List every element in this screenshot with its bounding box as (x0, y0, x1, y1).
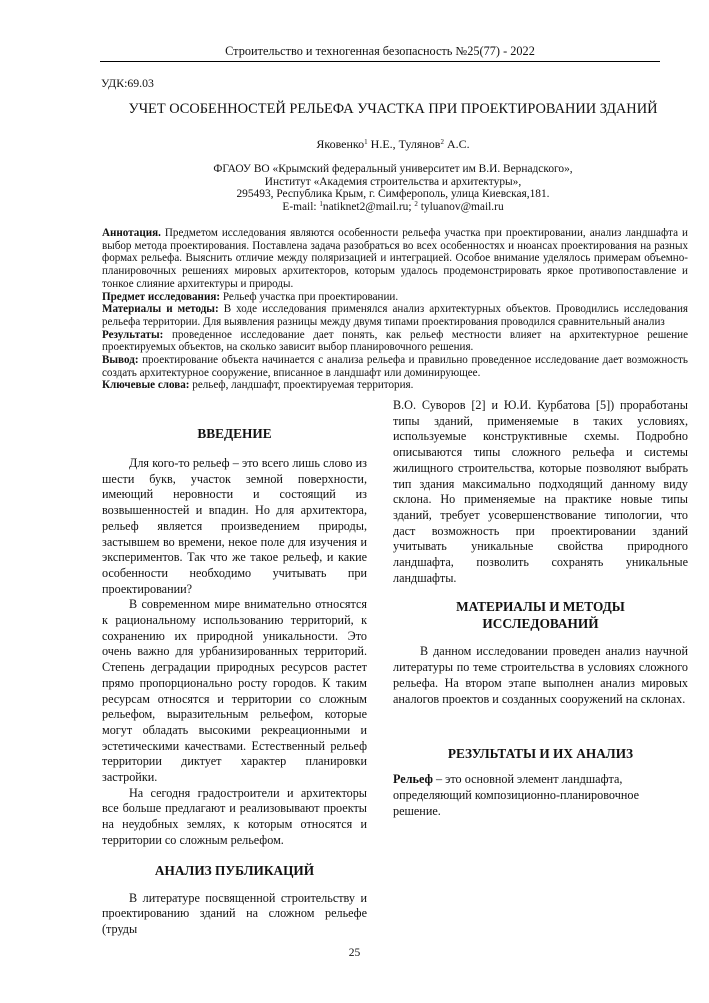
author-1-initials: Н.Е., (367, 137, 399, 151)
email-2-mark: 2 (414, 199, 418, 208)
methods-heading-line-1: МАТЕРИАЛЫ И МЕТОДЫ (456, 599, 625, 615)
affiliation-line-1: ФГАОУ ВО «Крымский федеральный университет им В.И. Вернадского», (213, 163, 573, 175)
conclusion-label: Вывод: (102, 354, 139, 367)
abstract-results (102, 329, 688, 354)
spacer (102, 879, 367, 891)
affiliation-line-2: Институт «Академия строительства и архитектуры», (264, 175, 522, 188)
results-label: Результаты: (102, 328, 164, 341)
spacer (393, 762, 688, 772)
methods-heading-line-2: ИССЛЕДОВАНИЙ (482, 616, 599, 632)
right-column (393, 398, 688, 819)
intro-paragraph-2: В современном мире внимательно относятся к рациональному использованию территорий, к сохранению их природной уникальности. Это очень важно для урбанизированных территорий. Степень деградации природных ресурсов растет прямо пропорционально росту городов. К таким ресурсам относятся и территории со сложным рельефом, выразительным рельефом, которые могут обладать высокими рекреационными и эстетическими качествами. Естественный рельеф территории диктует характер планировки застройки. (102, 597, 367, 785)
methods-text: В ходе исследования применялся анализ архитектурных объектов. Проводились исследования рельефа территории. Для выявления разницы между двумя типами проектирования проводился сравнительный анализ (102, 303, 688, 328)
author-1-affil-mark: 1 (364, 138, 368, 146)
section-heading-methods (393, 598, 688, 632)
results-term: Рельеф (393, 772, 433, 787)
email-2-link[interactable]: tyluanov@mail.ru (417, 200, 504, 213)
email-1-link[interactable]: natiknet2@mail.ru; (322, 200, 415, 213)
subject-text: Рельеф участка при проектировании. (220, 290, 399, 303)
affiliation-emails (100, 201, 686, 214)
header-rule (100, 61, 660, 62)
results-paragraph-1 (393, 772, 688, 819)
abstract-block (102, 227, 688, 392)
page-number: 25 (348, 947, 361, 959)
abstract-subject (102, 291, 688, 304)
article-title: УЧЕТ ОСОБЕННОСТЕЙ РЕЛЬЕФА УЧАСТКА ПРИ ПРОЕКТИРОВАНИИ ЗДАНИЙ (128, 101, 658, 117)
running-head: Строительство и техногенная безопасность №25(77) - 2022 (225, 44, 535, 58)
intro-paragraph-3: На сегодня градостроители и архитекторы все больше предлагают и реализовывают проекты на неудобных землях, к которым относятся и территории со сложным рельефом. (102, 785, 367, 847)
spacer (102, 442, 367, 456)
section-heading-introduction: ВВЕДЕНИЕ (197, 426, 272, 441)
abstract-conclusion (102, 354, 688, 379)
annotation-text: Предметом исследования являются особенности рельефа участка при проектировании, анализ ландшафта и выбор метода проектирования. Поставлена задача разобраться во всех особенностях и нюансах проектирования на разных формах рельефа. Выяснить отличие между поляризацией и интеграцией. Особое внимание уделялось примерам объемно-планировочных решениях мировых архитекторов, которым удалось продемонстрировать яркое противопоставление и тонкое слияние архитектуры и природы. (102, 227, 688, 290)
section-heading-results: РЕЗУЛЬТАТЫ И ИХ АНАЛИЗ (447, 746, 634, 762)
email-1-mark: 1 (319, 199, 323, 208)
udk-code: УДК:69.03 (101, 76, 154, 90)
spacer (393, 632, 688, 644)
methods-paragraph-1: В данном исследовании проведен анализ научной литературы по теме строительства в условиях сложного рельефа. На втором этапе выполнен анализ мировых аналогов проектов и созданных сооружений на склонах. (393, 644, 688, 706)
results-text: проведенное исследование дает понять, как рельеф местности влияет на архитектурное решение проектируемых объектов, на сколько зависит выбор планировочного решения. (102, 328, 688, 354)
keywords-label: Ключевые слова: (102, 379, 190, 392)
spacer (102, 849, 367, 862)
spacer (393, 586, 688, 598)
author-1-name: Яковенко (316, 137, 365, 151)
subject-label: Предмет исследования: (102, 290, 221, 303)
author-2-name: Тулянов (398, 137, 441, 151)
intro-paragraph-1: Для кого-то рельеф – это всего лишь слово из шести букв, участок земной поверхности, имеющий неровности и состоящий из возвышенностей и впадин. Но для архитектора, рельеф является произведением природы, застывшем во времени, некое поле для изучения и экспериментов. Так что же такое рельеф, и какие особенности необходимо учитывать при проектировании? (102, 456, 367, 596)
abstract-methods (102, 303, 688, 328)
keywords-text: рельеф, ландшафт, проектируемая территория. (189, 379, 414, 392)
spacer (393, 707, 688, 745)
affiliation-line-3: 295493, Республика Крым, г. Симферополь, улица Киевская,181. (236, 188, 550, 201)
abstract-keywords (102, 379, 688, 392)
author-2-affil-mark: 2 (440, 138, 444, 146)
section-heading-publications: АНАЛИЗ ПУБЛИКАЦИЙ (154, 862, 315, 878)
annotation-label: Аннотация. (102, 227, 161, 239)
email-label: E-mail: (282, 200, 320, 213)
results-definition: – это основной элемент ландшафта, определяющий композиционно-планировочное решение. (393, 772, 639, 818)
abstract-annotation (102, 227, 688, 291)
publications-paragraph-1: В литературе посвященной строительству и проектированию зданий на сложном рельефе (труды (102, 890, 367, 936)
affiliation (100, 163, 686, 213)
methods-label: Материалы и методы: (102, 303, 219, 316)
conclusion-text: проектирование объекта начинается с анализа рельефа и правильно проведенное исследование дает возможность создать архитектурное сооружение, вписанное в ландшафт или доминирующее. (102, 354, 688, 379)
spacer (102, 398, 367, 425)
authors (100, 137, 686, 151)
publications-paragraph-continued: В.О. Суворов [2] и Ю.И. Курбатова [5]) проработаны типы зданий, применяемые в таких условиях, используемые конструктивные схемы. Подробно описываются типы сложного рельефа и системы жилищного строительства, которые позволяют выбрать тип здания максимально подходящий данному виду склона. Но применяемые на практике новые типы зданий, требует усовершенствование типологии, что даст возможность при проектировании зданий учитывать уникальные свойства природного ландшафта, позволить сохранять уникальные ландшафты. (393, 398, 688, 585)
left-column (102, 398, 367, 938)
author-2-initials: А.С. (443, 137, 470, 151)
